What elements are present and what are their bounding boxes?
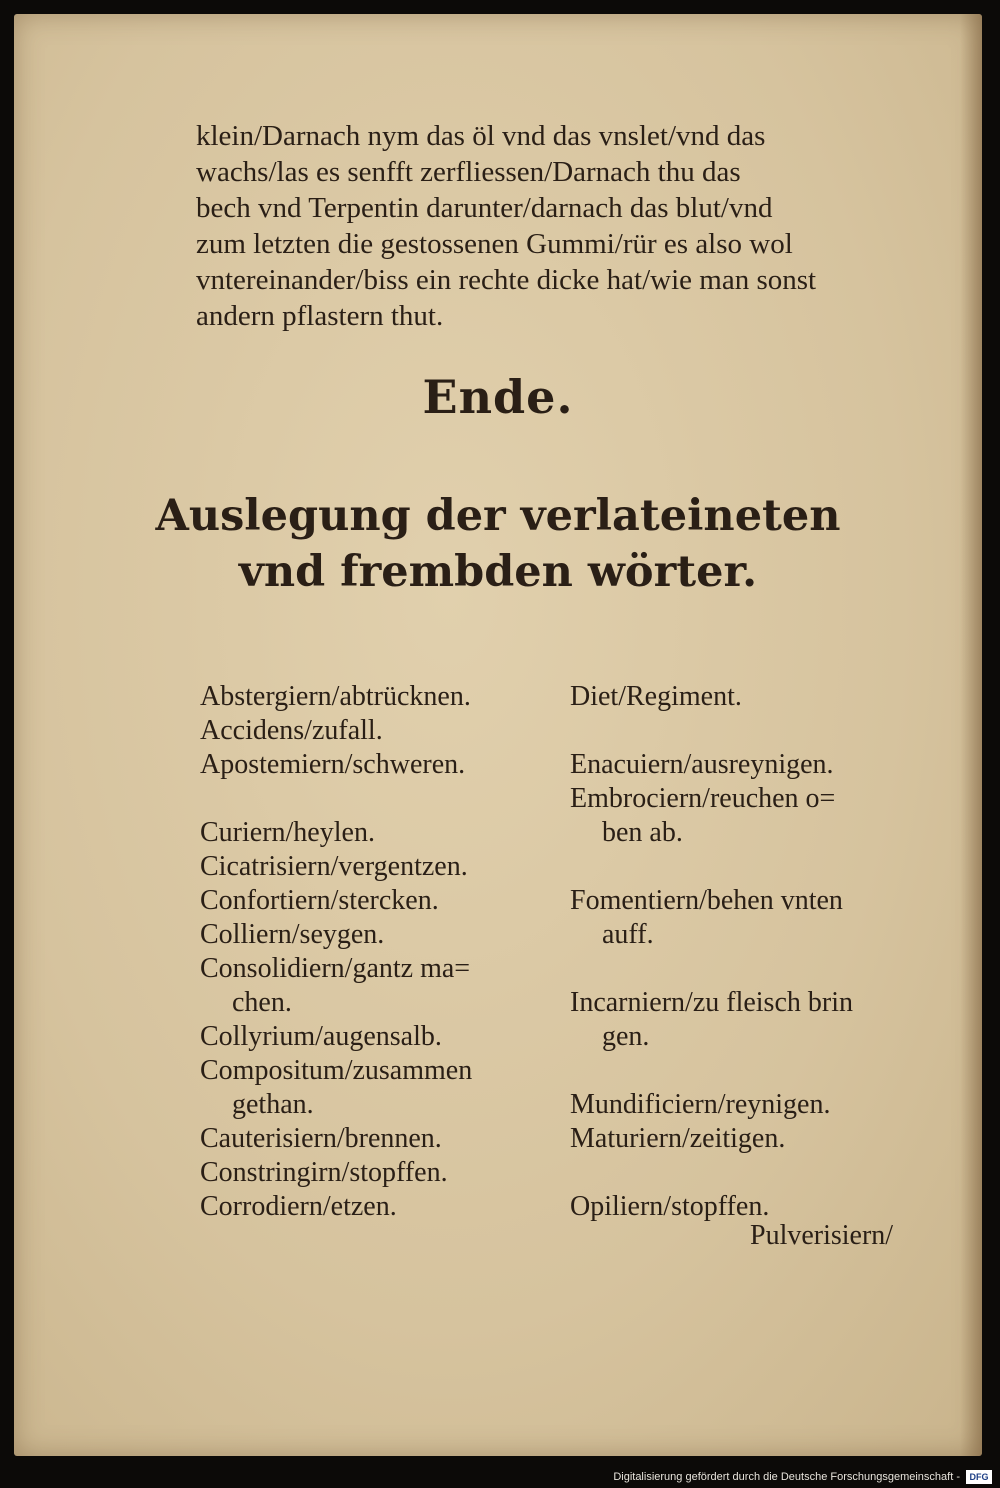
glossary-heading — [14, 488, 982, 600]
glossary-heading-line: vnd frembden wörter. — [238, 547, 758, 597]
glossary-entry: Confortiern/stercken. — [200, 885, 439, 916]
glossary-entry: Constringirn/stopffen. — [200, 1157, 448, 1188]
glossary-entry: Colliern/seygen. — [200, 919, 385, 950]
catchword: Pulverisiern/ — [750, 1220, 894, 1251]
paragraph-line: zum letzten die gestossenen Gummi/rür es also wol — [196, 228, 793, 260]
paragraph-line: klein/Darnach nym das öl vnd das vnslet/vnd das — [196, 120, 766, 152]
paragraph-line: andern pflastern thut. — [196, 300, 444, 332]
digitization-credit: Digitalisierung gefördert durch die Deutsche Forschungsgemeinschaft - — [613, 1471, 960, 1483]
glossary-column-left — [200, 680, 572, 1224]
glossary-entry: Compositum/zusammen — [200, 1055, 473, 1086]
glossary-entry: Cicatrisiern/vergentzen. — [200, 851, 468, 882]
glossary-entry: Maturiern/zeitigen. — [570, 1123, 786, 1154]
glossary-entry: Corrodiern/etzen. — [200, 1191, 397, 1222]
glossary-gap — [200, 782, 572, 816]
glossary-entry: Opiliern/stopffen. — [570, 1191, 770, 1222]
glossary-entry-continuation: ben ab. — [602, 817, 683, 848]
glossary-entry-continuation: auff. — [602, 919, 654, 950]
paragraph-line: bech vnd Terpentin darunter/darnach das blut/vnd — [196, 192, 773, 224]
closing-paragraph — [196, 118, 928, 334]
glossary-entry: Collyrium/augensalb. — [200, 1021, 442, 1052]
glossary-heading-line: Auslegung der verlateineten — [155, 491, 841, 541]
glossary-gap — [570, 1156, 950, 1190]
glossary-entry: Embrociern/reuchen o= — [570, 783, 836, 814]
glossary-gap — [570, 850, 950, 884]
paragraph-line: wachs/las es senfft zerfliessen/Darnach thu das — [196, 156, 741, 188]
page-edge-shadow — [960, 14, 982, 1456]
glossary-entry: Enacuiern/ausreynigen. — [570, 749, 834, 780]
ende-heading: Ende. — [422, 370, 574, 424]
glossary-entry: Consolidiern/gantz ma= — [200, 953, 471, 984]
glossary-column-right — [570, 680, 950, 1224]
glossary-entry: Fomentiern/behen vnten — [570, 885, 843, 916]
glossary-gap — [570, 952, 950, 986]
paragraph-line: vntereinander/biss ein rechte dicke hat/wie man sonst — [196, 264, 817, 296]
glossary-entry: Apostemiern/schweren. — [200, 749, 466, 780]
glossary-entry: Mundificiern/reynigen. — [570, 1089, 831, 1120]
glossary-entry-continuation: gen. — [602, 1021, 650, 1052]
glossary-entry: Cauterisiern/brennen. — [200, 1123, 442, 1154]
glossary-gap — [570, 1054, 950, 1088]
book-page — [14, 14, 982, 1456]
glossary-entry: Incarniern/zu fleisch brin — [570, 987, 853, 1018]
glossary-entry-continuation: gethan. — [232, 1089, 314, 1120]
glossary-entry: Accidens/zufall. — [200, 715, 383, 746]
glossary-entry: Abstergiern/abtrücknen. — [200, 681, 471, 712]
glossary-entry: Curiern/heylen. — [200, 817, 375, 848]
glossary-entry: Diet/Regiment. — [570, 681, 742, 712]
glossary-entry-continuation: chen. — [232, 987, 292, 1018]
dfg-logo: DFG — [966, 1470, 992, 1484]
glossary-gap — [570, 714, 950, 748]
